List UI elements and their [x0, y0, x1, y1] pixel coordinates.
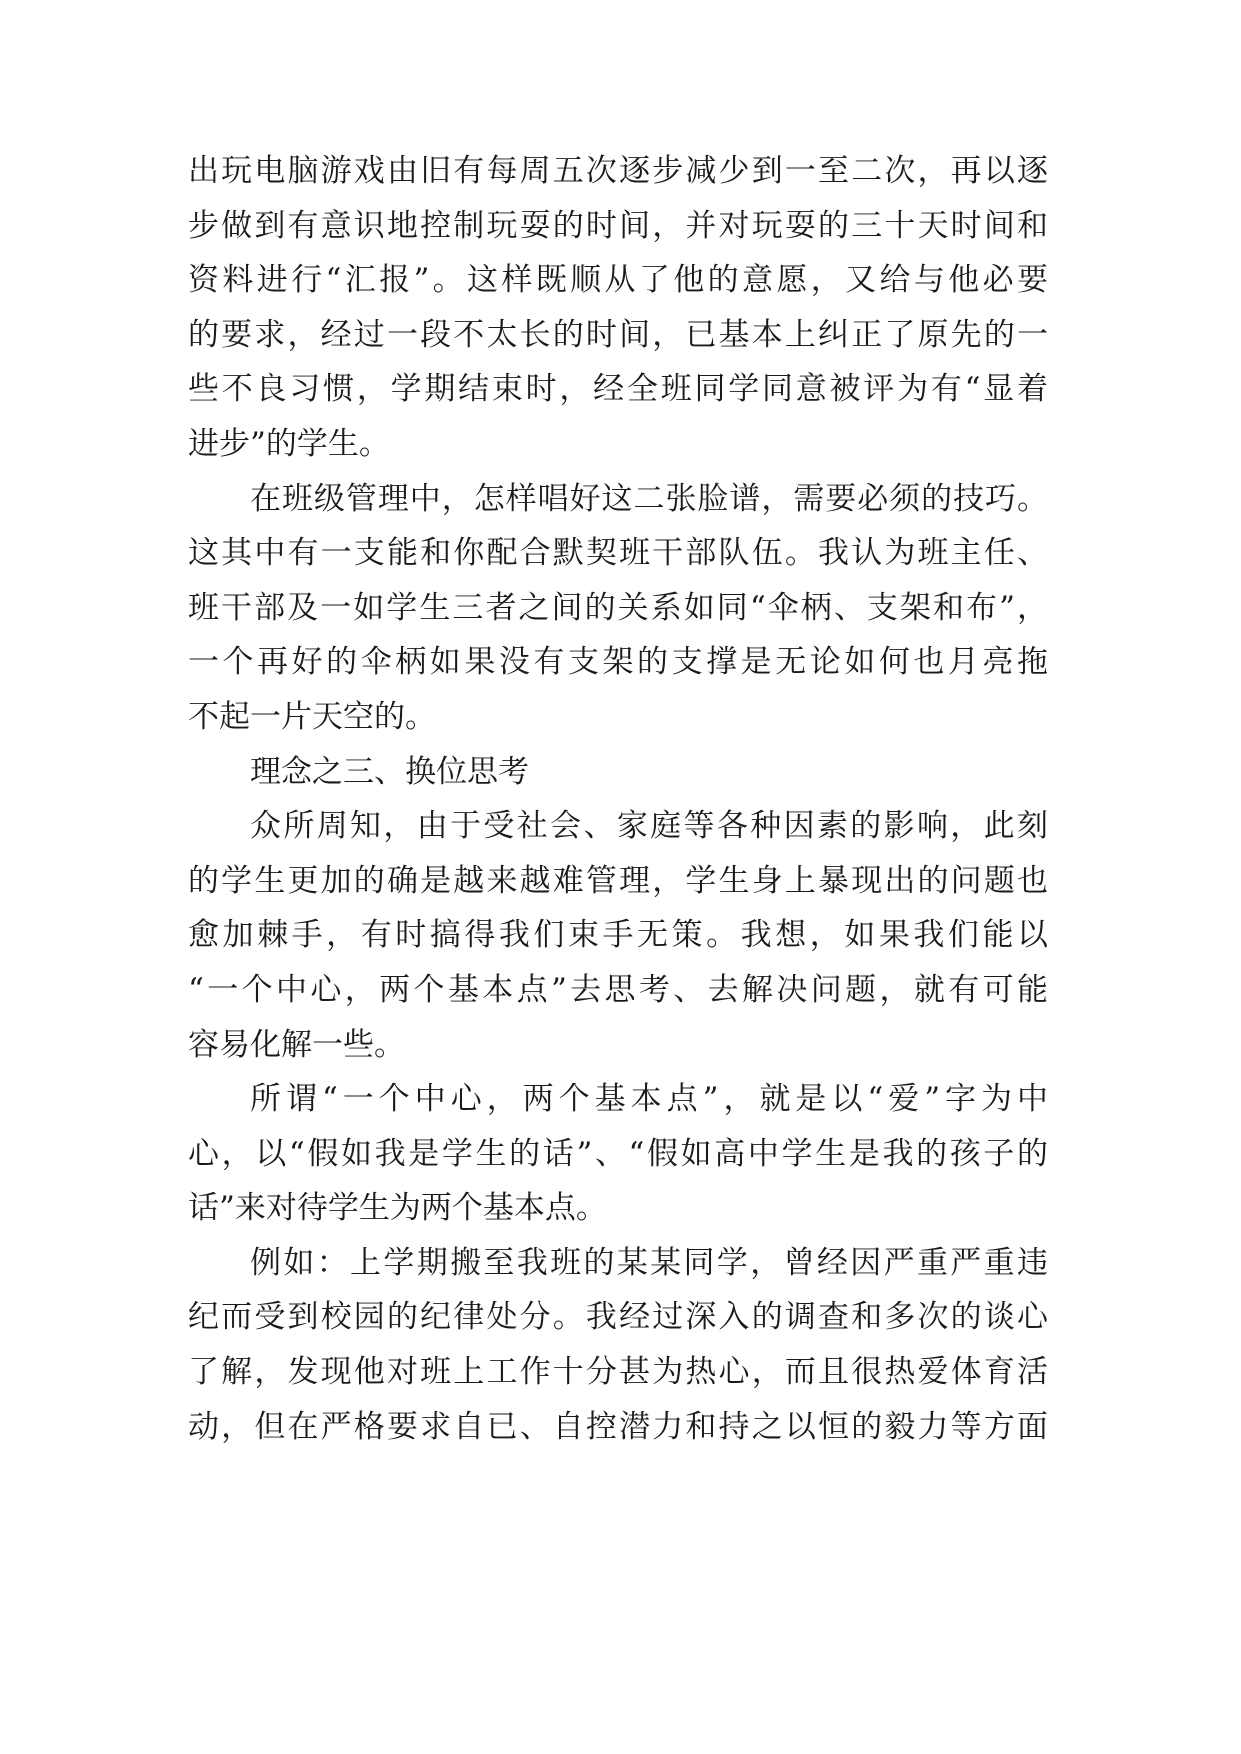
text-line: 愈加棘手，有时搞得我们束手无策。我想，如果我们能以 [188, 917, 1048, 954]
text-line: 一个再好的伞柄如果没有支架的支撑是无论如何也月亮拖 [188, 644, 1048, 681]
text-line: 众所周知，由于受社会、家庭等各种因素的影响，此刻 [250, 808, 1048, 845]
text-line: 的要求，经过一段不太长的时间，已基本上纠正了原先的一 [188, 316, 1048, 353]
text-line: 步做到有意识地控制玩耍的时间，并对玩耍的三十天时间和 [188, 207, 1048, 244]
paragraph [188, 1072, 1048, 1236]
paragraph [188, 472, 1048, 745]
paragraph [188, 1236, 1048, 1454]
text-line: 纪而受到校园的纪律处分。我经过深入的调查和多次的谈心 [188, 1299, 1048, 1336]
text-line: “一个中心，两个基本点”去思考、去解决问题，就有可能 [188, 971, 1048, 1008]
paragraph [188, 745, 1048, 800]
text-line: 动，但在严格要求自已、自控潜力和持之以恒的毅力等方面 [188, 1408, 1048, 1445]
text-line: 班干部及一如学生三者之间的关系如同“伞柄、支架和布”， [188, 589, 1048, 626]
text-line: 进步”的学生。 [188, 425, 390, 462]
text-line: 话”来对待学生为两个基本点。 [188, 1190, 607, 1227]
text-line: 所谓“一个中心，两个基本点”，就是以“爱”字为中 [250, 1081, 1048, 1118]
text-line: 些不良习惯，学期结束时，经全班同学同意被评为有“显着 [188, 371, 1048, 408]
text-line: 在班级管理中，怎样唱好这二张脸谱，需要必须的技巧。 [250, 480, 1048, 517]
text-line: 例如：上学期搬至我班的某某同学，曾经因严重严重违 [250, 1244, 1048, 1281]
document-body [188, 144, 1048, 1454]
text-line: 理念之三、换位思考 [250, 753, 529, 790]
text-line: 这其中有一支能和你配合默契班干部队伍。我认为班主任、 [188, 535, 1048, 572]
text-line: 心，以“假如我是学生的话”、“假如高中学生是我的孩子的 [188, 1135, 1048, 1172]
text-line: 出玩电脑游戏由旧有每周五次逐步减少到一至二次，再以逐 [188, 153, 1048, 189]
text-line: 容易化解一些。 [188, 1026, 405, 1063]
text-line: 了解，发现他对班上工作十分甚为热心，而且很热爱体育活 [188, 1354, 1048, 1391]
text-line: 的学生更加的确是越来越难管理，学生身上暴现出的问题也 [188, 862, 1048, 899]
text-line: 资料进行“汇报”。这样既顺从了他的意愿，又给与他必要 [188, 262, 1048, 299]
paragraph [188, 144, 1048, 472]
paragraph [188, 799, 1048, 1072]
text-line: 不起一片天空的。 [188, 698, 436, 735]
